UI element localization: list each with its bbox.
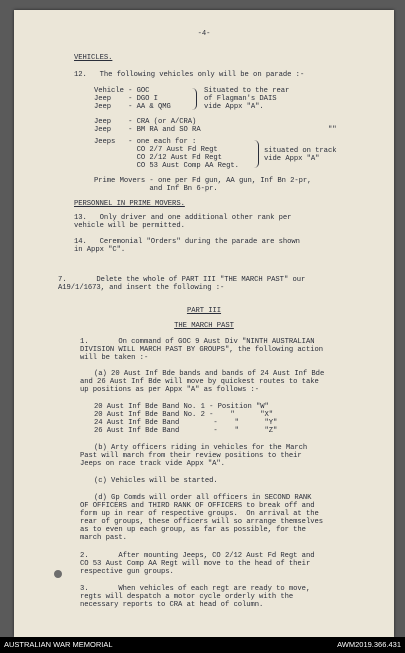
paragraph-14: 14. Ceremonial "Orders" during the parade are shown [74,238,300,246]
part-subheading: THE MARCH PAST [174,322,234,330]
section-heading-vehicles: VEHICLES. [74,54,113,62]
subparagraph-d: march past. [80,534,127,542]
vehicle-line: CO 2/7 Aust Fd Regt [94,146,218,154]
paragraph-13: 13. Only driver and one additional other rank per [74,214,292,222]
location-note: Situated to the rear [204,87,290,95]
subparagraph-b: (b) Arty officers riding in vehicles for the March [94,444,308,452]
band-line: 24 Aust Inf Bde Band - " "Y" [94,419,278,427]
subparagraph-b: Jeeps on race track vide Appx "A". [80,460,225,468]
brace [192,88,197,110]
paragraph-1: DIVISION WILL MARCH PAST BY GROUPS", the following action [80,346,324,354]
vehicle-line: Jeep - DGO I [94,95,158,103]
vehicle-line: Jeeps - one each for : [94,138,197,146]
vehicle-line: Jeep - CRA (or A/CRA) [94,118,197,126]
prime-movers-line: Prime Movers - one per Fd gun, AA gun, Inf Bn 2-pr, [94,177,312,185]
paragraph-7: A19/1/1673, and insert the following :- [58,284,225,292]
section-heading-personnel: PERSONNEL IN PRIME MOVERS. [74,200,185,208]
subparagraph-d: OF OFFICERS and THIRD RANK OF OFFICERS to break off and [80,502,315,510]
paragraph-3: regts will despatch a motor cycle orderly with the [80,593,294,601]
prime-movers-line: and Inf Bn 6-pr. [94,185,218,193]
archive-footer-bar [0,637,405,653]
document-page [14,10,394,637]
subparagraph-c: (c) Vehicles will be started. [94,477,218,485]
page-number: -4- [197,30,211,38]
vehicle-line: CO 53 Aust Comp AA Regt. [94,162,239,170]
footer-institution: AUSTRALIAN WAR MEMORIAL [4,640,113,649]
vehicle-line: Jeep - BM RA and SO RA [94,126,201,134]
band-line: 26 Aust Inf Bde Band - " "Z" [94,427,278,435]
location-note: situated on track [264,147,337,155]
band-line: 20 Aust Inf Bde Band No. 1 - Position "W" [94,403,269,411]
paragraph-1: 1. On command of GOC 9 Aust Div "NINTH AUSTRALIAN [80,338,315,346]
footer-accession-number: AWM2019.366.431 [337,640,401,649]
paragraph-3: necessary reports to CRA at head of column. [80,601,264,609]
paragraph-2: 2. After mounting Jeeps, CO 2/12 Aust Fd Regt and [80,552,315,560]
paragraph-12: 12. The following vehicles only will be on parade :- [74,71,305,79]
paragraph-1: will be taken :- [80,354,149,362]
subparagraph-a: and 26 Aust Inf Bde will move by quickest routes to take [80,378,319,386]
vehicle-line: Vehicle - GOC [94,87,150,95]
ditto-mark: "" [328,126,337,134]
punch-hole [54,570,62,578]
brace [254,140,259,168]
location-note: vide Appx "A". [204,103,264,111]
part-heading: PART III [186,307,222,315]
subparagraph-d: form up in rear of respective groups. On arrival at the [80,510,319,518]
vehicle-line: CO 2/12 Aust Fd Regt [94,154,222,162]
vehicle-line: Jeep - AA & QMG [94,103,171,111]
paragraph-3: 3. When vehicles of each regt are ready to move, [80,585,311,593]
subparagraph-a: up positions as per Appx "A" as follows :- [80,386,260,394]
subparagraph-b: Past will march from their review positions to their [80,452,302,460]
subparagraph-d: rear of groups, these officers will so arrange themselves [80,518,324,526]
paragraph-14: in Appx "C". [74,246,126,254]
subparagraph-d: as to even up each group, as far as possible, for the [80,526,306,534]
band-line: 20 Aust Inf Bde Band No. 2 - " "X" [94,411,274,419]
location-note: of Flagman's DAIS [204,95,277,103]
paragraph-13: vehicle will be permitted. [74,222,185,230]
subparagraph-d: (d) Gp Comds will order all officers in SECOND RANK [94,494,312,502]
paragraph-7: 7. Delete the whole of PART III "THE MARCH PAST" our [58,276,306,284]
paragraph-2: respective gun groups. [80,568,174,576]
paragraph-2: CO 53 Aust Comp AA Regt will move to the head of their [80,560,311,568]
subparagraph-a: (a) 20 Aust Inf Bde bands and bands of 24 Aust Inf Bde [94,370,325,378]
location-note: vide Appx "A" [264,155,320,163]
